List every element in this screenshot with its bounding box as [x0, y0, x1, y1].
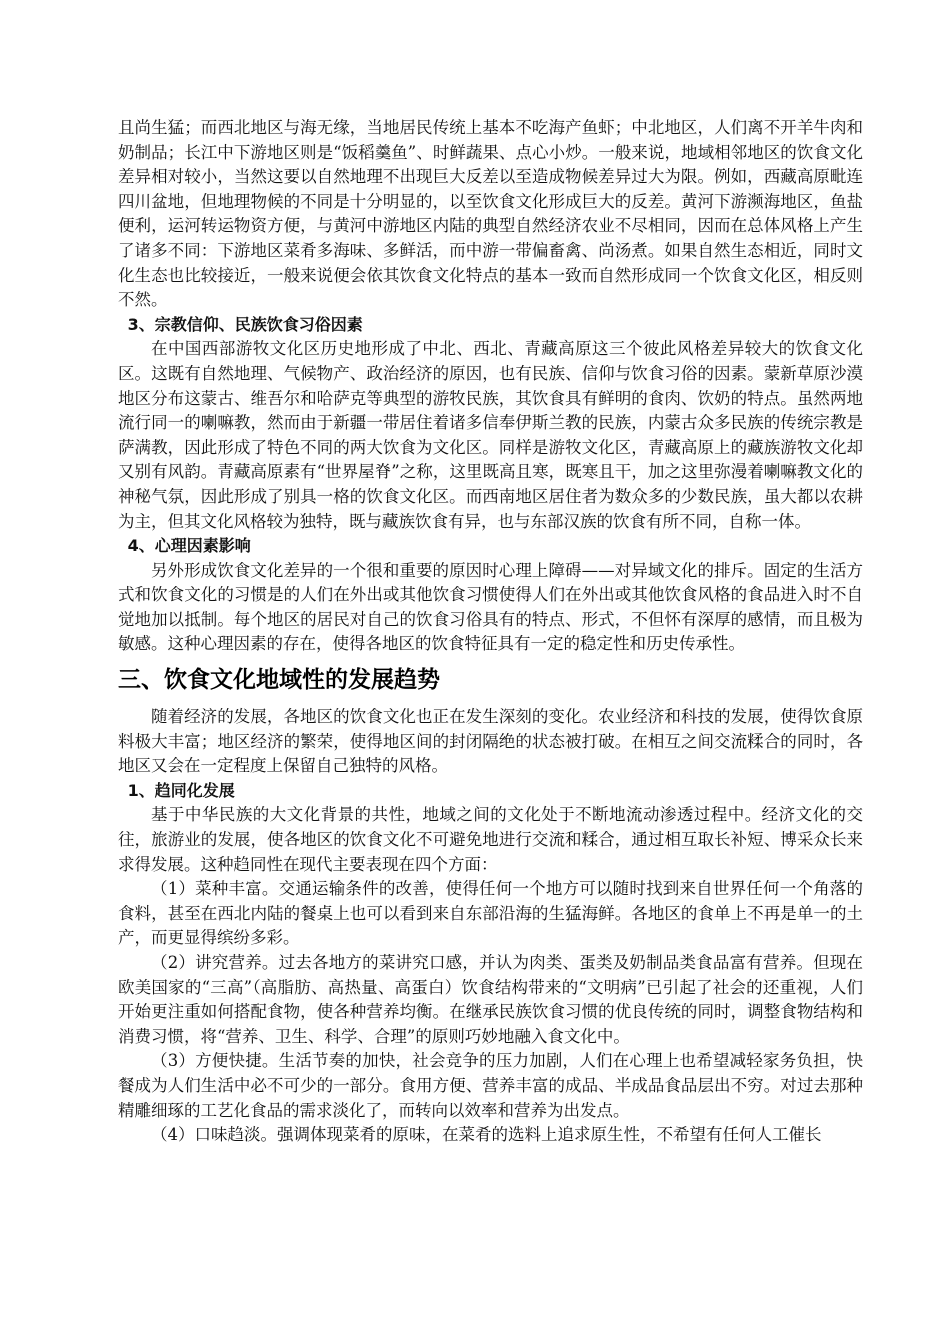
subheading-psychology: 4、心理因素影响: [127, 536, 251, 556]
document-page: [118, 116, 863, 1148]
paragraph-continued: 且尚生猛；而西北地区与海无缘，当地居民传统上基本不吃海产鱼虾；中北地区，人们离不开羊牛肉和奶制品；长江中下游地区则是“饭稻羹鱼”、时鲜蔬果、点心小炒。一般来说，地域相邻地区的饮食文化差异相对较小，当然这要以自然地理不出现巨大反差以至造成物候差异过大为限。例如，西藏高原毗连四川盆地，但地理物候的不同是十分明显的，以至饮食文化形成巨大的反差。黄河下游濒海地区，鱼盐便利，运河转运物资方便，与黄河中游地区内陆的典型自然经济农业不尽相同，因而在总体风格上产生了诸多不同：下游地区菜肴多海味、多鲜活，而中游一带偏畜禽、尚汤煮。如果自然生态相近，同时文化生态也比较接近，一般来说便会依其饮食文化特点的基本一致而自然形成同一个饮食文化区，相反则不然。: [118, 118, 863, 310]
paragraph-religion: 在中国西部游牧文化区历史地形成了中北、西北、青藏高原这三个彼此风格差异较大的饮食文化区。这既有自然地理、气候物产、政治经济的原因，也有民族、信仰与饮食习俗的因素。蒙新草原沙漠地区分布这蒙古、维吾尔和哈萨克等典型的游牧民族，其饮食具有鲜明的食肉、饮奶的特点。虽然两地流行同一的喇嘛教，然而由于新疆一带居住着诸多信奉伊斯兰教的民族，内蒙古众多民族的传统宗教是萨满教，因此形成了特色不同的两大饮食为文化区。同样是游牧文化区，青藏高原上的藏族游牧文化却又别有风韵。青藏高原素有“世界屋脊”之称，这里既高且寒，既寒且干，加之这里弥漫着喇嘛教文化的神秘气氛，因此形成了别具一格的饮食文化区。而西南地区居住者为数众多的少数民族，虽大都以农耕为主，但其文化风格较为独特，既与藏族饮食有异，也与东部汉族的饮食有所不同，自称一体。: [118, 339, 863, 531]
list-item-variety: （1）菜种丰富。交通运输条件的改善，使得任何一个地方可以随时找到来自世界任何一个角落的食料，甚至在西北内陆的餐桌上也可以看到来自东部沿海的生猛海鲜。各地区的食单上不再是单一的土产，而更显得缤纷多彩。: [118, 879, 863, 948]
paragraph-psychology: 另外形成饮食文化差异的一个很和重要的原因时心理上障碍——对异域文化的排斥。固定的生活方式和饮食文化的习惯是的人们在外出或其他饮食习惯使得人们在外出或其他饮食风格的食品进入时不自觉地加以抵制。每个地区的居民对自己的饮食习俗具有的特点、形式，不但怀有深厚的感情，而且极为敏感。这种心理因素的存在，使得各地区的饮食特征具有一定的稳定性和历史传承性。: [118, 560, 863, 654]
list-item-nutrition: （2）讲究营养。过去各地方的菜讲究口感，并认为肉类、蛋类及奶制品类食品富有营养。但现在欧美国家的“三高”（高脂肪、高热量、高蛋白）饮食结构带来的“文明病”已引起了社会的还重视，人们开始更注重如何搭配食物，使各种营养均衡。在继承民族饮食习惯的优良传统的同时，调整食物结构和消费习惯，将“营养、卫生、科学、合理”的原则巧妙地融入食文化中。: [118, 953, 863, 1046]
list-item-convenience: （3）方便快捷。生活节奏的加快，社会竞争的压力加剧，人们在心理上也希望减轻家务负担，快餐成为人们生活中必不可少的一部分。食用方便、营养丰富的成品、半成品食品层出不穷。对过去那种精雕细琢的工艺化食品的需求淡化了，而转向以效率和营养为出发点。: [118, 1051, 863, 1120]
list-item-light-taste: （4）口味趋淡。强调体现菜肴的原味，在菜肴的选料上追求原生性，不希望有任何人工催长: [151, 1125, 822, 1145]
paragraph-convergence: 基于中华民族的大文化背景的共性，地域之间的文化处于不断地流动渗透过程中。经济文化的交往，旅游业的发展，使各地区的饮食文化不可避免地进行交流和糅合，通过相互取长补短、博采众长来求得发展。这种趋同性在现代主要表现在四个方面：: [118, 805, 863, 874]
paragraph-intro: 随着经济的发展，各地区的饮食文化也正在发生深刻的变化。农业经济和科技的发展，使得饮食原料极大丰富；地区经济的繁荣，使得地区间的封闭隔绝的状态被打破。在相互之间交流糅合的同时，各地区又会在一定程度上保留自己独特的风格。: [118, 707, 863, 776]
subheading-convergence: 1、趋同化发展: [127, 780, 235, 800]
section-heading-trends: 三、饮食文化地域性的发展趋势: [118, 667, 440, 694]
subheading-religion-customs: 3、宗教信仰、民族饮食习俗因素: [127, 314, 363, 334]
